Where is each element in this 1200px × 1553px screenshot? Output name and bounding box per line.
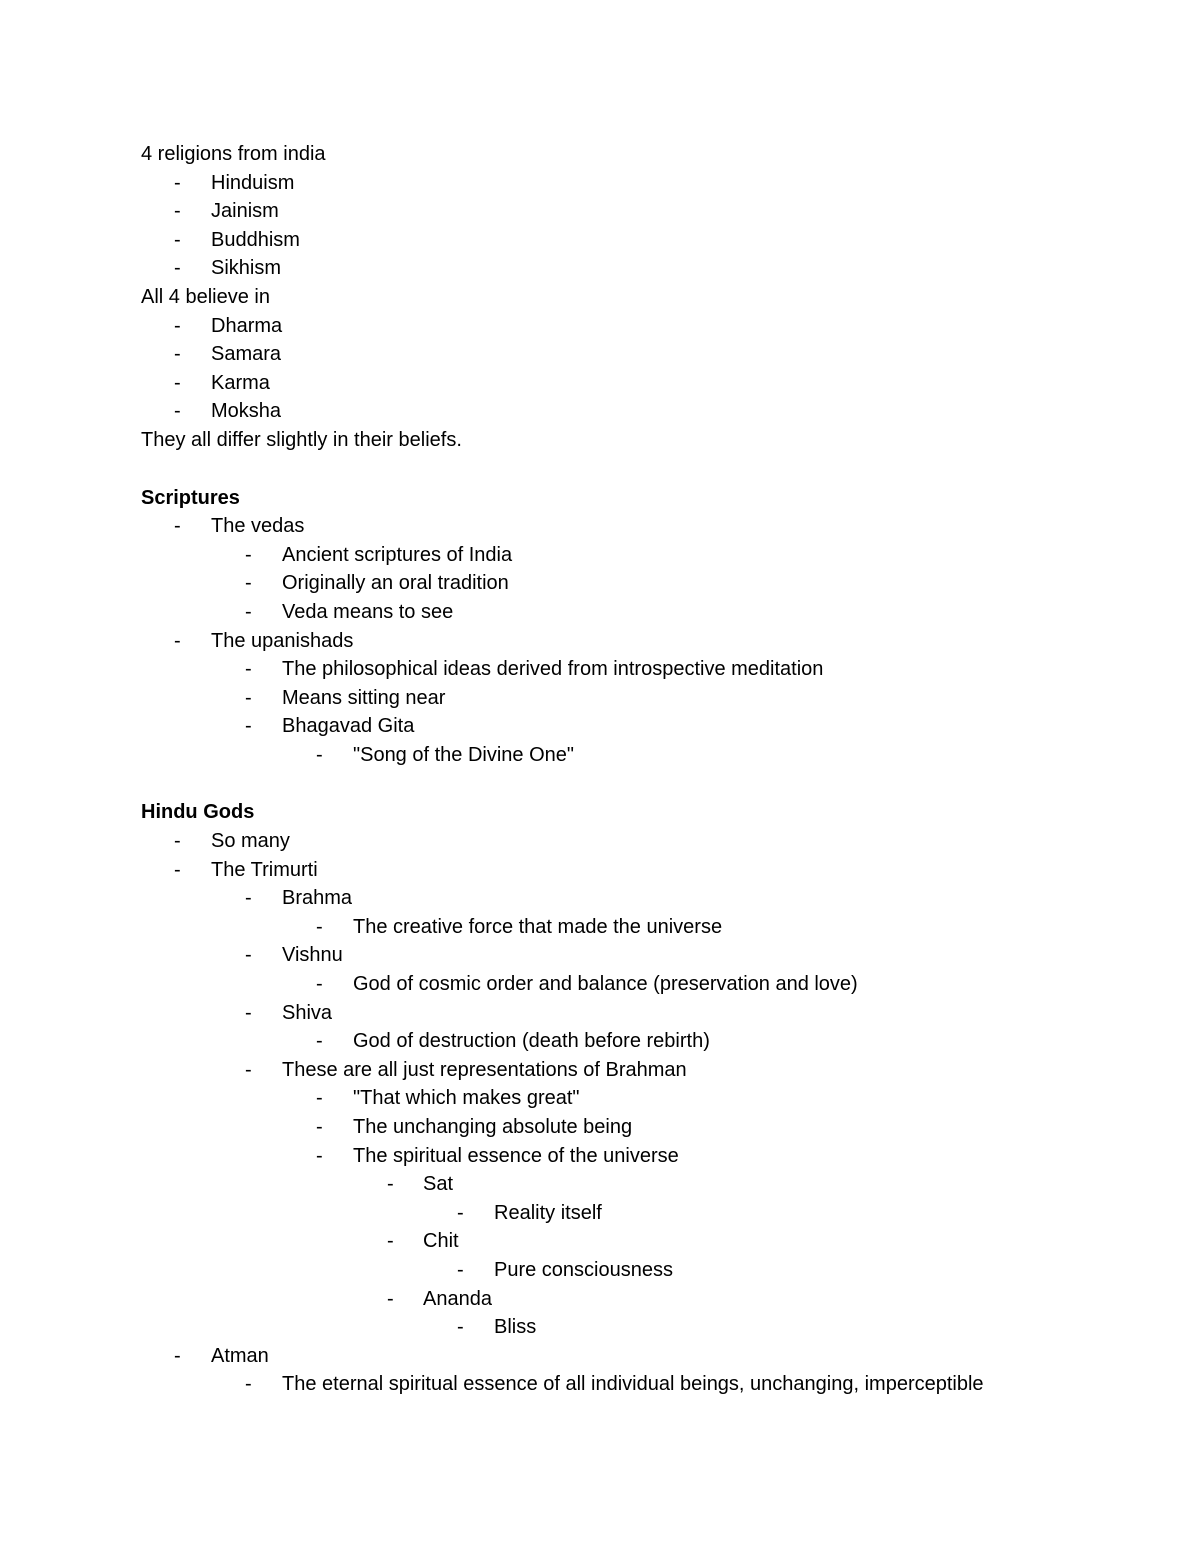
bullet-dash: -	[245, 600, 252, 623]
upanishads-point: The philosophical ideas derived from introspective meditation	[282, 658, 824, 681]
list-item	[141, 569, 1101, 598]
vedas-point: Originally an oral tradition	[282, 572, 509, 595]
list-item	[141, 340, 1101, 369]
list-item	[141, 1084, 1101, 1113]
list-item	[141, 369, 1101, 398]
list-item	[141, 169, 1101, 198]
list-item	[141, 1370, 1101, 1399]
brahma-label: Brahma	[282, 887, 353, 910]
bullet-dash: -	[245, 1001, 252, 1024]
belief-karma: Karma	[211, 371, 270, 394]
bullet-dash: -	[316, 1116, 323, 1138]
list-item	[141, 1199, 1101, 1228]
bullet-dash: -	[174, 200, 181, 223]
bullet-dash: -	[457, 1201, 464, 1224]
list-item	[141, 684, 1101, 713]
chit-desc: Pure consciousness	[494, 1258, 673, 1281]
brahman-point: The spiritual essence of the universe	[353, 1144, 679, 1167]
bullet-dash: -	[245, 944, 252, 967]
gita-note: "Song of the Divine One"	[353, 743, 574, 766]
ananda-label: Ananda	[423, 1287, 492, 1310]
belief-dharma: Dharma	[211, 314, 283, 337]
atman-label: Atman	[211, 1344, 269, 1367]
shiva-label: Shiva	[282, 1001, 333, 1024]
bullet-dash: -	[316, 1144, 323, 1167]
bullet-dash: -	[174, 515, 181, 538]
bullet-dash: -	[245, 1373, 252, 1396]
shiva-desc: God of destruction (death before rebirth)	[353, 1030, 710, 1053]
bullet-dash: -	[387, 1287, 394, 1310]
brahman-point: The unchanging absolute being	[353, 1116, 633, 1138]
bullet-dash: -	[174, 314, 181, 337]
gods-heading: Hindu Gods	[141, 801, 255, 824]
vedas-point: Veda means to see	[282, 600, 454, 623]
list-item	[141, 999, 1101, 1028]
spacer	[141, 455, 1101, 484]
spacer	[141, 769, 1101, 798]
differ-note: They all differ slightly in their beliefs.	[141, 428, 462, 451]
scriptures-heading: Scriptures	[141, 486, 240, 509]
list-item	[141, 1256, 1101, 1285]
list-item	[141, 970, 1101, 999]
intro-title: 4 religions from india	[141, 143, 326, 165]
list-item	[141, 941, 1101, 970]
sat-label: Sat	[423, 1173, 454, 1196]
list-item	[141, 541, 1101, 570]
religion-sikhism: Sikhism	[211, 257, 282, 280]
upanishads-point: Means sitting near	[282, 686, 446, 709]
bullet-dash: -	[245, 572, 252, 595]
list-item	[141, 397, 1101, 426]
bullet-dash: -	[387, 1173, 394, 1196]
bullet-dash: -	[316, 1087, 323, 1110]
bullet-dash: -	[245, 1058, 252, 1081]
bullet-dash: -	[387, 1230, 394, 1253]
bullet-dash: -	[245, 543, 252, 566]
bullet-dash: -	[174, 400, 181, 423]
bullet-dash: -	[174, 830, 181, 853]
list-item	[141, 312, 1101, 341]
brahman-point: "That which makes great"	[353, 1087, 580, 1110]
list-item	[141, 913, 1101, 942]
bullet-dash: -	[316, 915, 323, 938]
belief-moksha: Moksha	[211, 400, 282, 423]
trimurti-label: The Trimurti	[211, 858, 318, 881]
bullet-dash: -	[174, 629, 181, 652]
vedas-label: The vedas	[211, 515, 305, 538]
list-item	[141, 1056, 1101, 1085]
religion-hinduism: Hinduism	[211, 171, 295, 194]
list-item	[141, 884, 1101, 913]
list-item	[141, 1313, 1101, 1342]
bullet-dash: -	[174, 257, 181, 280]
list-item	[141, 1170, 1101, 1199]
list-item	[141, 1142, 1101, 1171]
list-item	[141, 197, 1101, 226]
beliefs-title: All 4 believe in	[141, 285, 270, 308]
bullet-dash: -	[245, 715, 252, 738]
list-item	[141, 1027, 1101, 1056]
bullet-dash: -	[316, 743, 323, 766]
bullet-dash: -	[245, 658, 252, 681]
list-item	[141, 598, 1101, 627]
list-item	[141, 655, 1101, 684]
vedas-point: Ancient scriptures of India	[282, 543, 513, 566]
bullet-dash: -	[174, 858, 181, 881]
brahman-note: These are all just representations of Brahman	[282, 1058, 687, 1081]
list-item	[141, 712, 1101, 741]
bullet-dash: -	[457, 1316, 464, 1339]
bullet-dash: -	[174, 228, 181, 251]
atman-desc: The eternal spiritual essence of all individual beings, unchanging, imperceptible	[282, 1373, 984, 1396]
list-item	[141, 1113, 1101, 1142]
bullet-dash: -	[174, 171, 181, 194]
document-page	[141, 140, 1101, 1399]
bullet-dash: -	[316, 973, 323, 996]
list-item	[141, 226, 1101, 255]
belief-samara: Samara	[211, 343, 282, 366]
list-item	[141, 1227, 1101, 1256]
ananda-desc: Bliss	[494, 1316, 537, 1339]
bullet-dash: -	[174, 371, 181, 394]
list-item	[141, 254, 1101, 283]
list-item	[141, 1342, 1101, 1371]
list-item	[141, 512, 1101, 541]
so-many: So many	[211, 830, 290, 853]
bullet-dash: -	[174, 343, 181, 366]
bullet-dash: -	[316, 1030, 323, 1053]
religion-buddhism: Buddhism	[211, 228, 300, 251]
bullet-dash: -	[457, 1258, 464, 1281]
list-item	[141, 856, 1101, 885]
list-item	[141, 741, 1101, 770]
bullet-dash: -	[245, 887, 252, 910]
list-item	[141, 827, 1101, 856]
list-item	[141, 1285, 1101, 1314]
religion-jainism: Jainism	[211, 200, 279, 223]
bullet-dash: -	[174, 1344, 181, 1367]
sat-desc: Reality itself	[494, 1201, 602, 1224]
brahma-desc: The creative force that made the universe	[353, 915, 723, 938]
chit-label: Chit	[423, 1230, 459, 1253]
bullet-dash: -	[245, 686, 252, 709]
upanishads-label: The upanishads	[211, 629, 354, 652]
vishnu-desc: God of cosmic order and balance (preservation and love)	[353, 973, 858, 996]
list-item	[141, 627, 1101, 656]
upanishads-point: Bhagavad Gita	[282, 715, 415, 738]
vishnu-label: Vishnu	[282, 944, 343, 967]
